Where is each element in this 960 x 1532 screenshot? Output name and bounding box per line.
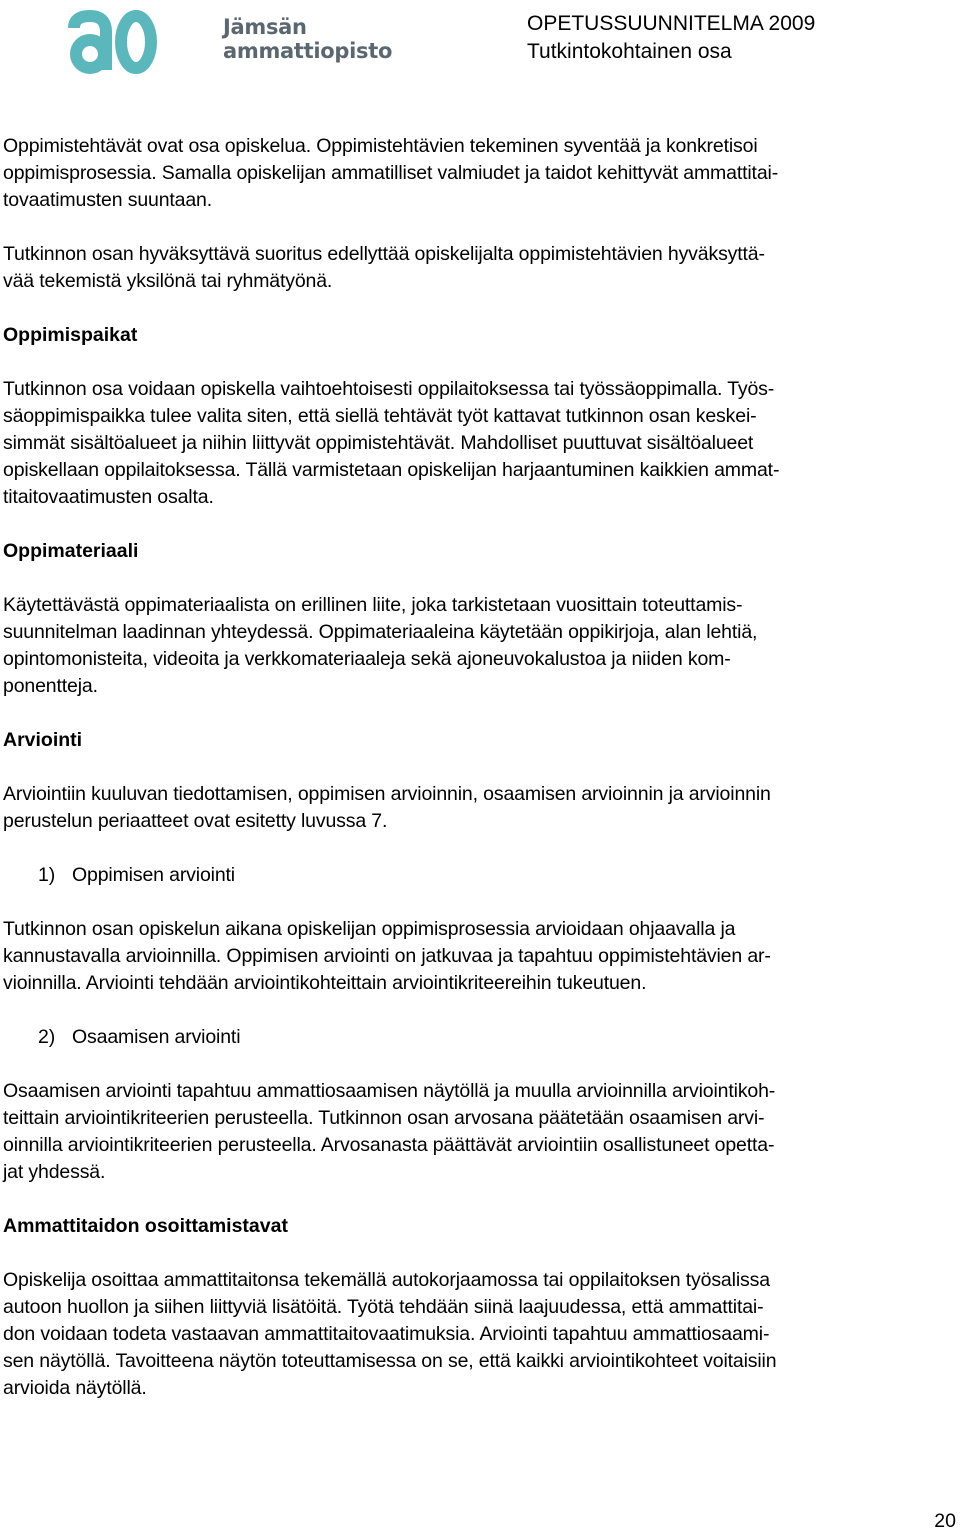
page-number: 20 [934,1510,956,1532]
document-body [3,133,953,1402]
logo-line1: Jämsän [223,15,307,39]
document-subtitle: Tutkintokohtainen osa [527,40,732,63]
document-title: OPETUSSUUNNITELMA 2009 [527,12,816,35]
heading-arviointi: Arviointi [3,729,83,751]
paragraph: Arviointiin kuuluvan tiedottamisen, oppimisen arvioinnin, osaamisen arvioinnin ja arvioinnin perustelun periaatteet ovat esitetty luvussa 7. [3,783,771,832]
paragraph: Oppimistehtävät ovat osa opiskelua. Oppimistehtävien tekeminen syventää ja konkretisoi oppimisprosessia. Samalla opiskelijan ammatilliset valmiudet ja taidot kehittyvät ammattitai- tovaatimusten suuntaan. [3,135,779,211]
numbered-item-1: 1) Oppimisen arviointi [38,864,235,886]
paragraph: Tutkinnon osa voidaan opiskella vaihtoehtoisesti oppilaitoksessa tai työssäoppimalla. Työs- säoppimispaikka tulee valita siten, että siellä tehtävät työt kattavat tutkinnon osan keskei- simmät sisältöalueet ja niihin liittyvät oppimistehtävät. Mahdolliset puuttuvat sisältöalueet opiskellaan oppilaitoksessa. Tällä varmistetaan opiskelijan harjaantuminen kaikkien ammat- titaitovaatimusten osalta. [3,378,780,508]
paragraph: Osaamisen arviointi tapahtuu ammattiosaamisen näytöllä ja muulla arvioinnilla arviointikoh- teittain arviointikriteerien perusteella. Tutkinnon osan arvosana päätetään osaamisen arvi- oinnilla arviointikriteerien perusteella. Arvosanasta päättävät arviointiin osallistuneet opetta- jat yhdessä. [3,1080,776,1183]
paragraph: Tutkinnon osan hyväksyttävä suoritus edellyttää opiskelijalta oppimistehtävien hyväksyttä- vää tekemistä yksilönä tai ryhmätyönä. [3,243,765,292]
numbered-item-2: 2) Osaamisen arviointi [38,1026,241,1048]
heading-oppimateriaali: Oppimateriaali [3,540,139,562]
logo-line2: ammattiopisto [223,39,393,63]
heading-ammattitaidon: Ammattitaidon osoittamistavat [3,1215,288,1237]
paragraph: Käytettävästä oppimateriaalista on erillinen liite, joka tarkistetaan vuosittain toteuttamis- suunnitelman laadinnan yhteydessä. Oppimateriaaleina käytetään oppikirjoja, alan lehtiä, opintomonisteita, videoita ja verkkomateriaaleja sekä ajoneuvokalustoa ja niiden kom- ponentteja. [3,594,758,697]
heading-oppimispaikat: Oppimispaikat [3,324,138,346]
ao-logo-icon [62,6,157,78]
paragraph: Tutkinnon osan opiskelun aikana opiskelijan oppimisprosessia arvioidaan ohjaavalla ja kannustavalla arvioinnilla. Oppimisen arviointi on jatkuvaa ja tapahtuu oppimistehtävien ar- vioinnilla. Arviointi tehdään arviointikohteittain arviointikriteereihin tukeutuen. [3,918,771,994]
paragraph: Opiskelija osoittaa ammattitaitonsa tekemällä autokorjaamossa tai oppilaitoksen työsalissa autoon huollon ja siihen liittyviä lisätöitä. Työtä tehdään siinä laajuudessa, että ammattitai- don voidaan todeta vastaavan ammattitaitovaatimuksia. Arviointi tapahtuu ammattiosaami- sen näytöllä. Tavoitteena näytön toteuttamisessa on se, että kaikki arviointikohteet voitaisiin arvioida näytöllä. [3,1269,777,1399]
school-logo [62,6,393,78]
